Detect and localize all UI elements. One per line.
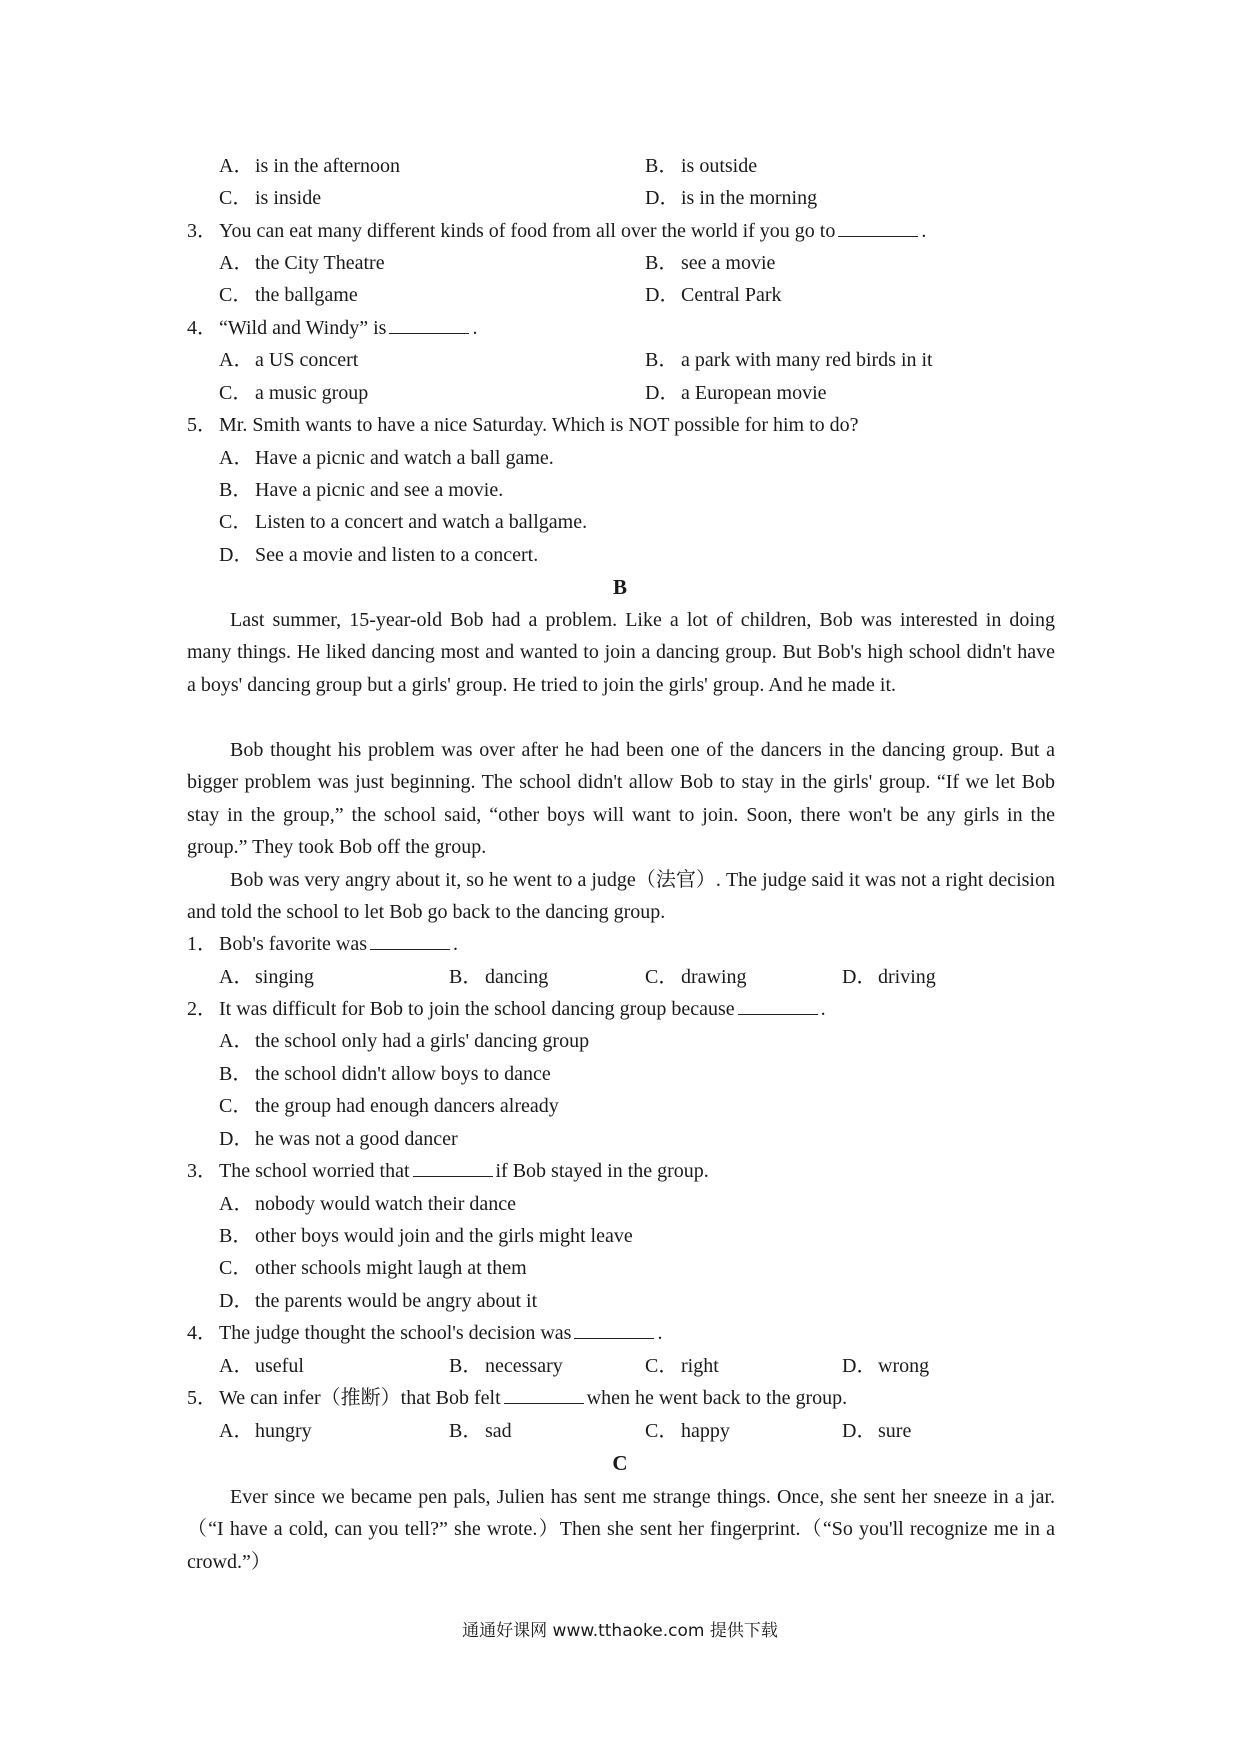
- option-a3-a: A．the City Theatre: [219, 252, 385, 274]
- option-a2-b: B． is outside: [645, 155, 758, 177]
- passage-b-paragraph-1: Last summer, 15-year-old Bob had a problem. Like a lot of children, Bob was interested in doing many things. He liked dancing most and wanted to join a dancing group. But Bob's high school didn't have a boys' dancing group but a girls' group. He tried to join the girls' group. And he made it.: [187, 609, 1055, 696]
- question-a5: 5． Mr. Smith wants to have a nice Saturday. Which is NOT possible for him to do?: [187, 414, 859, 436]
- question-b3: 3． The school worried that if Bob stayed in the group.: [187, 1160, 709, 1182]
- section-c-heading: C: [612, 1451, 628, 1475]
- answer-blank: [574, 1320, 654, 1339]
- question-b5: 5． We can infer（推断）that Bob felt when he went back to the group.: [187, 1387, 848, 1409]
- page-footer: 通通好课网 www.tthaoke.com 提供下载: [462, 1621, 778, 1641]
- option-a3-b: B． see a movie: [645, 252, 776, 274]
- option-a3-d: D．Central Park: [645, 284, 782, 306]
- option-b4-d: D．wrong: [842, 1355, 930, 1377]
- option-b3-c: C． other schools might laugh at them: [219, 1257, 527, 1279]
- option-b5-a: A．hungry: [219, 1420, 312, 1442]
- option-b1-c: C． drawing: [645, 966, 747, 988]
- option-a5-d: D．See a movie and listen to a concert.: [219, 544, 539, 566]
- option-b2-b: B． the school didn't allow boys to dance: [219, 1063, 551, 1085]
- question-a3: 3． You can eat many different kinds of food from all over the world if you go to .: [187, 220, 927, 242]
- option-a4-b: B． a park with many red birds in it: [645, 349, 933, 371]
- question-a4: 4． “Wild and Windy” is .: [187, 317, 478, 339]
- option-a4-c: C． a music group: [219, 382, 369, 404]
- option-a3-c: C． the ballgame: [219, 284, 358, 306]
- answer-blank: [413, 1158, 493, 1177]
- option-a5-b: B． Have a picnic and see a movie.: [219, 479, 504, 501]
- option-b4-b: B． necessary: [449, 1355, 563, 1377]
- option-b5-d: D．sure: [842, 1420, 912, 1442]
- option-a2-d: D．is in the morning: [645, 187, 818, 209]
- option-b1-d: D．driving: [842, 966, 936, 988]
- passage-c-paragraph-1: Ever since we became pen pals, Julien has sent me strange things. Once, she sent her sneeze in a jar.（“I have a cold, can you tell?” she wrote.）Then she sent her fingerprint.（“So you'll recognize me in a crowd.”）: [187, 1486, 1055, 1573]
- question-b2: 2． It was difficult for Bob to join the school dancing group because .: [187, 998, 826, 1020]
- section-b-heading: B: [612, 575, 627, 599]
- option-b3-a: A．nobody would watch their dance: [219, 1193, 517, 1215]
- option-b5-b: B． sad: [449, 1420, 512, 1442]
- option-b5-c: C． happy: [645, 1420, 730, 1442]
- question-b4: 4． The judge thought the school's decision was .: [187, 1322, 663, 1344]
- option-a5-c: C． Listen to a concert and watch a ballgame.: [219, 511, 588, 533]
- question-b1: 1． Bob's favorite was .: [187, 933, 459, 955]
- answer-blank: [389, 315, 469, 334]
- option-b4-a: A．useful: [219, 1355, 304, 1377]
- option-a4-d: D．a European movie: [645, 382, 827, 404]
- option-a2-c: C． is inside: [219, 187, 322, 209]
- option-b1-b: B． dancing: [449, 966, 549, 988]
- passage-b-paragraph-3: Bob was very angry about it, so he went to a judge（法官）. The judge said it was not a right decision and told the school to let Bob go back to the dancing group.: [187, 869, 1055, 924]
- passage-b-paragraph-2: Bob thought his problem was over after he had been one of the dancers in the dancing group. But a bigger problem was just beginning. The school didn't allow Bob to stay in the girls' group. “If we let Bob stay in the group,” the school said, “other boys will want to join. Soon, there won't be any girls in the group.” They took Bob off the group.: [187, 739, 1055, 859]
- option-b3-b: B． other boys would join and the girls might leave: [219, 1225, 633, 1247]
- option-a2-a: A．is in the afternoon: [219, 155, 400, 177]
- option-a4-a: A．a US concert: [219, 349, 359, 371]
- answer-blank: [838, 218, 918, 237]
- option-b2-c: C． the group had enough dancers already: [219, 1095, 559, 1117]
- option-a5-a: A．Have a picnic and watch a ball game.: [219, 447, 554, 469]
- option-b2-a: A．the school only had a girls' dancing group: [219, 1030, 590, 1052]
- option-b4-c: C． right: [645, 1355, 719, 1377]
- answer-blank: [370, 931, 450, 950]
- option-b3-d: D．the parents would be angry about it: [219, 1290, 538, 1312]
- option-b2-d: D．he was not a good dancer: [219, 1128, 458, 1150]
- answer-blank: [738, 996, 818, 1015]
- answer-blank: [504, 1385, 584, 1404]
- option-b1-a: A．singing: [219, 966, 314, 988]
